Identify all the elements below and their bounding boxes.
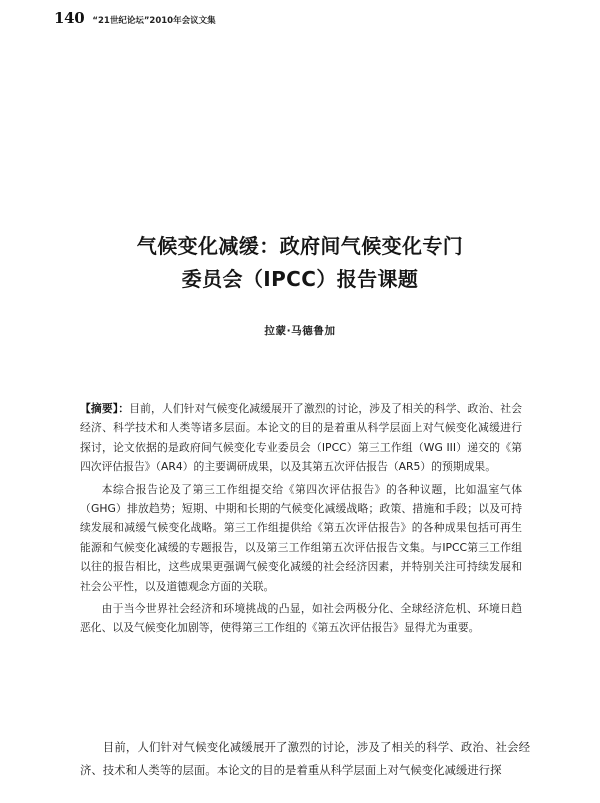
abstract-paragraph-2: 本综合报告论及了第三工作组提交给《第四次评估报告》的各种议题，比如温室气体（GHG）排放趋势；短期、中期和长期的气候变化减缓战略；政策、措施和手段；以及可持续发展和减缓气候变化战略。第三工作组提供给《第五次评估报告》的各种成果包括可再生能源和气候变化减缓的专题报告，以及第三工作组第五次评估报告文集。与IPCC第三工作组以往的报告相比，这些成果更强调气候变化减缓的社会经济因素，并特别关注可持续发展和社会公平性，以及道德观念方面的关联。 — [80, 482, 522, 593]
page-number: 140 — [54, 9, 85, 27]
page-header — [54, 9, 216, 27]
abstract-label: 【摘要】： — [80, 402, 130, 415]
abstract-paragraph-3: 由于当今世界社会经济和环境挑战的凸显，如社会两极分化、全球经济危机、环境日趋恶化、以及气候变化加剧等，使得第三工作组的《第五次评估报告》显得尤为重要。 — [80, 602, 522, 635]
body-paragraph: 目前，人们针对气候变化减缓展开了激烈的讨论，涉及了相关的科学、政治、社会经济、技术和人类等的层面。本论文的目的是着重从科学层面上对气候变化减缓进行探 — [80, 740, 530, 777]
article-title-line-2: 委员会（IPCC）报告课题 — [181, 267, 419, 291]
author-name: 拉蒙·马德鲁加 — [264, 325, 336, 337]
abstract-paragraph-1-text: 目前，人们针对气候变化减缓展开了激烈的讨论，涉及了相关的科学、政治、社会经济、科学技术和人类等诸多层面。本论文的目的是着重从科学层面上对气候变化减缓进行探讨，论文依据的是政府间气候变化专业委员会（IPCC）第三工作组（WG III）递交的《第四次评估报告》（AR4）的主要调研成果，以及其第五次评估报告（AR5）的预期成果。 — [80, 402, 523, 474]
abstract-paragraph — [80, 399, 522, 477]
abstract — [80, 399, 522, 638]
article-title-line-1: 气候变化减缓：政府间气候变化专门 — [136, 234, 464, 258]
running-title: “21世纪论坛”2010年会议文集 — [92, 16, 216, 26]
